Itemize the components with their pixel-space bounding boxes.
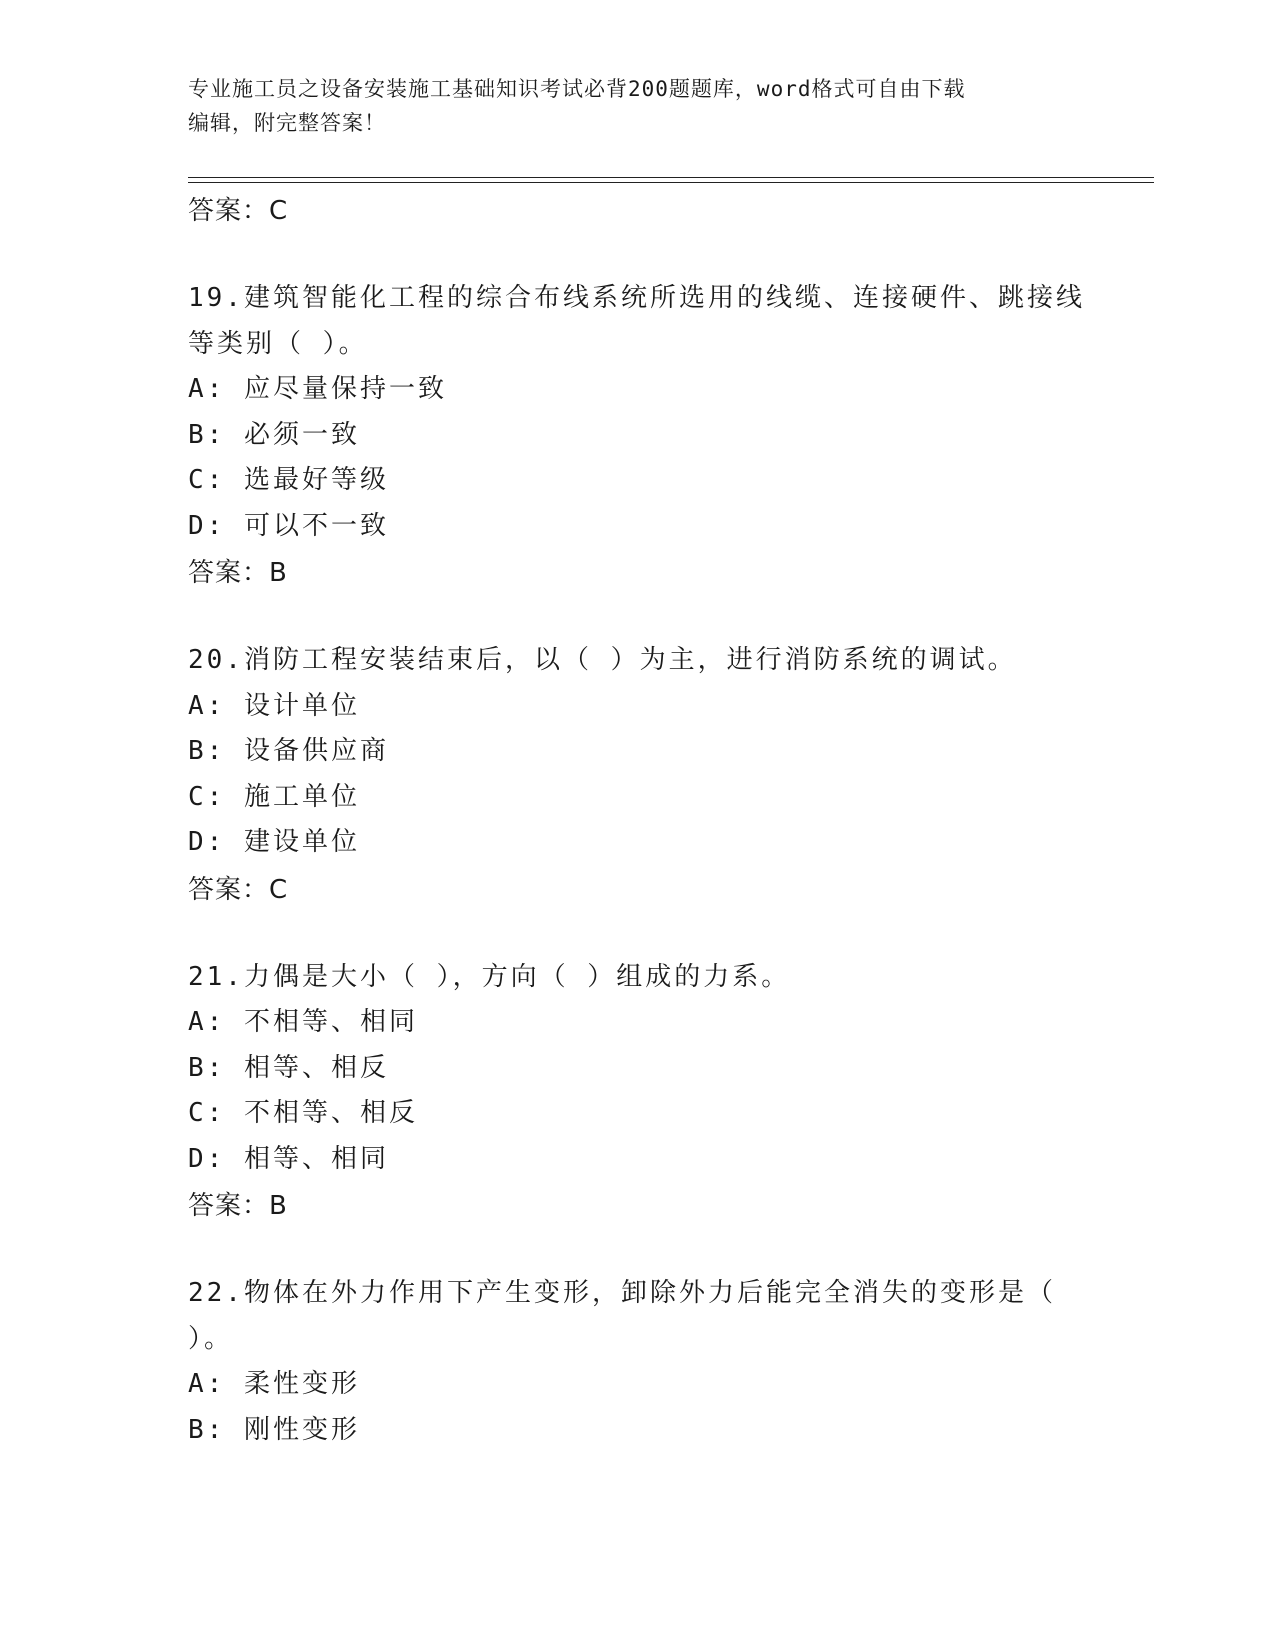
header-line-1: 专业施工员之设备安装施工基础知识考试必背200题题库，word格式可自由下载 <box>188 77 966 101</box>
option-d: D: 可以不一致 <box>188 510 389 541</box>
question-list <box>188 187 1088 1453</box>
answer: 答案：B <box>188 558 288 588</box>
option-b: B: 设备供应商 <box>188 736 389 766</box>
option-b: B: 必须一致 <box>188 419 360 450</box>
answer: 答案：B <box>188 1191 288 1221</box>
question-text: 22.物体在外力作用下产生变形，卸除外力后能完全消失的变形是（ <box>188 1278 1056 1308</box>
option-c: C: 选最好等级 <box>188 465 389 495</box>
document-header <box>188 72 1088 140</box>
question-text: 21.力偶是大小（ ），方向（ ）组成的力系。 <box>188 961 791 992</box>
question-text: ）。 <box>188 1323 234 1354</box>
option-d: D: 建设单位 <box>188 827 360 857</box>
question-21 <box>188 955 1088 1231</box>
option-b: B: 刚性变形 <box>188 1414 360 1445</box>
header-rule-top <box>188 177 1154 178</box>
question-20 <box>188 638 1088 914</box>
option-b: B: 相等、相反 <box>188 1052 389 1083</box>
question-19 <box>188 276 1088 597</box>
option-a: A: 柔性变形 <box>188 1369 360 1399</box>
option-d: D: 相等、相同 <box>188 1143 389 1174</box>
question-text: 等类别（ ）。 <box>188 328 368 359</box>
header-line-2: 编辑，附完整答案！ <box>188 111 386 135</box>
option-c: C: 施工单位 <box>188 781 360 812</box>
question-22 <box>188 1271 1088 1453</box>
question-text: 19.建筑智能化工程的综合布线系统所选用的线缆、连接硬件、跳接线 <box>188 283 1085 313</box>
option-a: A: 设计单位 <box>188 690 360 721</box>
question-text: 20.消防工程安装结束后，以（ ）为主，进行消防系统的调试。 <box>188 645 1017 675</box>
option-a: A: 应尽量保持一致 <box>188 374 447 404</box>
option-c: C: 不相等、相反 <box>188 1098 418 1128</box>
header-rule-bottom <box>188 182 1154 183</box>
answer-previous: 答案：C <box>188 196 289 226</box>
answer: 答案：C <box>188 874 289 905</box>
option-a: A: 不相等、相同 <box>188 1007 418 1037</box>
